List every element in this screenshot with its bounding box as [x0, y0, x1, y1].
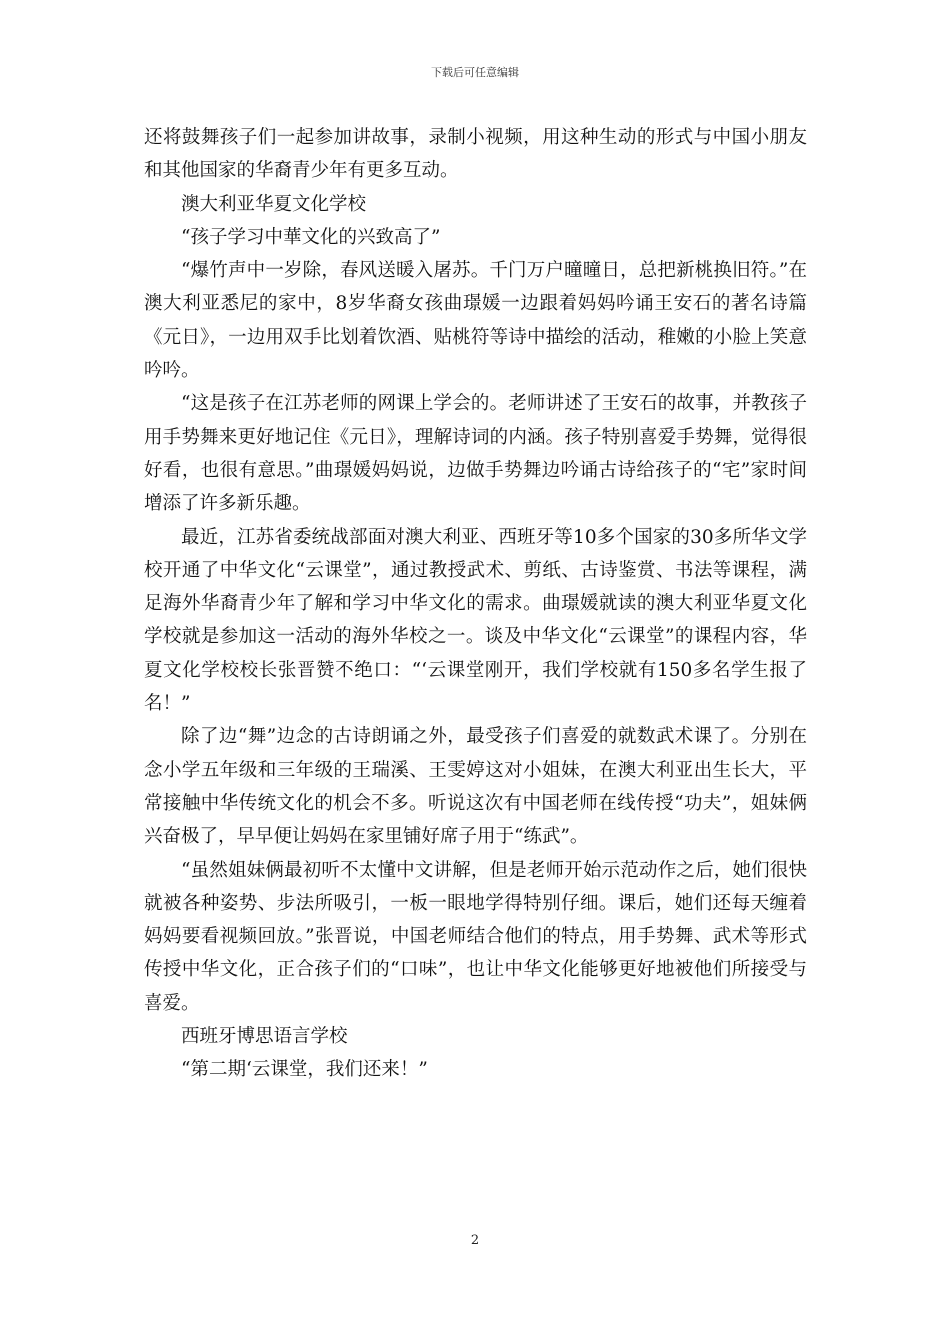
page-number: 2	[470, 1233, 480, 1248]
paragraph-5: 除了边“舞”边念的古诗朗诵之外，最受孩子们喜爱的就数武术课了。分别在念小学五年级和三年级的王瑞溪、王雯婷这对小姐妹，在澳大利亚出生长大，平常接触中华传统文化的机会不多。听说这次有中国老师在线传授“功夫”，姐妹俩兴奋极了，早早便让妈妈在家里铺好席子用于“练武”。	[144, 726, 807, 848]
document-body	[144, 121, 807, 1087]
paragraph-3: “这是孩子在江苏老师的网课上学会的。老师讲述了王安石的故事，并教孩子用手势舞来更好地记住《元日》，理解诗词的内涵。孩子特别喜爱手势舞，觉得很好看，也很有意思。”曲璟媛妈妈说，边做手势舞边吟诵古诗给孩子的“宅”家时间增添了许多新乐趣。	[144, 393, 807, 515]
page-header: 下载后可任意编辑	[431, 66, 519, 79]
section-heading-spain: 西班牙博思语言学校	[181, 1026, 348, 1048]
section-subheading-spain: “第二期‘云课堂，我们还来！”	[181, 1059, 428, 1081]
paragraph-6: “虽然姐妹俩最初听不太懂中文讲解，但是老师开始示范动作之后，她们很快就被各种姿势、步法所吸引，一板一眼地学得特别仔细。课后，她们还每天缠着妈妈要看视频回放。”张晋说，中国老师结合他们的特点，用手势舞、武术等形式传授中华文化，正合孩子们的“口味”，也让中华文化能够更好地被他们所接受与喜爱。	[144, 859, 807, 1014]
paragraph-1: 还将鼓舞孩子们一起参加讲故事，录制小视频，用这种生动的形式与中国小朋友和其他国家的华裔青少年有更多互动。	[144, 127, 807, 182]
paragraph-2: “爆竹声中一岁除，春风送暖入屠苏。千门万户曈曈日，总把新桃换旧符。”在澳大利亚悉尼的家中，8岁华裔女孩曲璟媛一边跟着妈妈吟诵王安石的著名诗篇《元日》，一边用双手比划着饮酒、贴桃符等诗中描绘的活动，稚嫩的小脸上笑意吟吟。	[144, 260, 807, 382]
section-subheading-australia: “孩子学习中華文化的兴致高了”	[181, 226, 441, 248]
paragraph-4: 最近，江苏省委统战部面对澳大利亚、西班牙等10多个国家的30多所华文学校开通了中华文化“云课堂”，通过教授武术、剪纸、古诗鉴赏、书法等课程，满足海外华裔青少年了解和学习中华文化的需求。曲璟媛就读的澳大利亚华夏文化学校就是参加这一活动的海外华校之一。谈及中华文化“云课堂”的课程内容，华夏文化学校校长张晋赞不绝口：“‘云课堂刚开，我们学校就有150多名学生报了名！”	[144, 526, 807, 715]
section-heading-australia: 澳大利亚华夏文化学校	[181, 193, 367, 215]
